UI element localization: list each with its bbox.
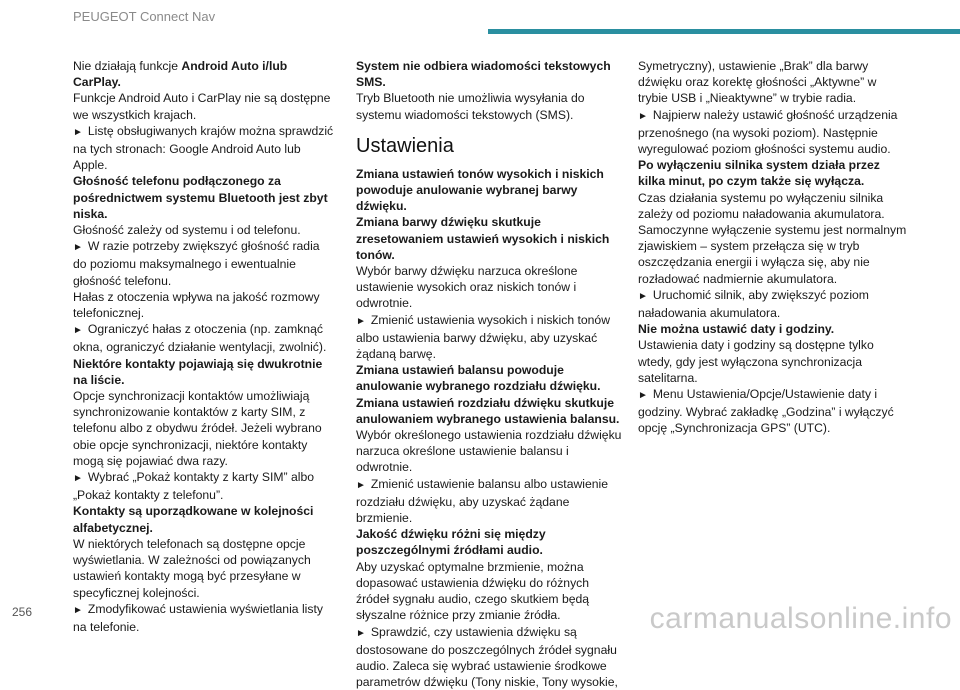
page-number: 256 — [12, 605, 32, 619]
problem-title: Zmiana ustawień rozdziału dźwięku skutkuje anulowaniem wybranego ustawienia balansu. — [356, 395, 624, 427]
triangle-bullet-icon: ► — [73, 473, 83, 484]
paragraph: Symetryczny), ustawienie „Brak” dla barwy dźwięku oraz korektę głośności „Aktywne” w trybie USB i „Nieaktywne” w trybie radia. — [638, 58, 908, 107]
problem-title: Zmiana ustawień balansu powoduje anulowanie wybranego rozdziału dźwięku. — [356, 362, 624, 394]
bullet-text: Sprawdzić, czy ustawienia dźwięku są dostosowane do poszczególnych źródeł sygnału audio. Zaleca się wybrać ustawienie środkowe parametrów dźwięku (Tony niskie, Tony wysokie, — [356, 625, 618, 690]
bullet-text: Wybrać „Pokaż kontakty z karty SIM” albo „Pokaż kontakty z telefonu”. — [73, 470, 314, 502]
paragraph-text: Nie działają funkcje — [73, 59, 181, 73]
problem-title: Nie można ustawić daty i godziny. — [638, 321, 908, 337]
triangle-bullet-icon: ► — [638, 390, 648, 401]
paragraph: Aby uzyskać optymalne brzmienie, można dopasować ustawienia dźwięku do różnych źródeł sygnału audio, czego skutkiem będą słyszalne różnice przy zmianie źródła. — [356, 559, 624, 624]
bullet-item — [73, 123, 335, 174]
triangle-bullet-icon: ► — [73, 242, 83, 253]
paragraph — [73, 58, 335, 90]
problem-title: Niektóre kontakty pojawiają się dwukrotnie na liście. — [73, 356, 335, 388]
triangle-bullet-icon: ► — [356, 480, 366, 491]
paragraph: Hałas z otoczenia wpływa na jakość rozmowy telefonicznej. — [73, 289, 335, 321]
bullet-item — [73, 601, 335, 635]
problem-title: Po wyłączeniu silnika system działa przez kilka minut, po czym także się wyłącza. — [638, 157, 908, 189]
triangle-bullet-icon: ► — [73, 325, 83, 336]
triangle-bullet-icon: ► — [356, 316, 366, 327]
paragraph: Wybór barwy dźwięku narzuca określone ustawienie wysokich oraz niskich tonów i odwrotnie. — [356, 263, 624, 312]
triangle-bullet-icon: ► — [356, 628, 366, 639]
header-accent-bar — [488, 29, 960, 34]
bullet-text: Zmienić ustawienia wysokich i niskich tonów albo ustawienia barwy dźwięku, aby uzyskać żądaną barwę. — [356, 313, 610, 361]
paragraph: Czas działania systemu po wyłączeniu silnika zależy od poziomu naładowania akumulatora. — [638, 190, 908, 222]
problem-title: System nie odbiera wiadomości tekstowych SMS. — [356, 58, 624, 90]
paragraph: Samoczynne wyłączenie systemu jest normalnym zjawiskiem – system przełącza się w tryb oszczędzania energii i wyłącza się, aby nie rozładować nadmiernie akumulatora. — [638, 222, 908, 287]
bullet-text: Menu Ustawienia/Opcje/Ustawienie daty i godziny. Wybrać zakładkę „Godzina” i wyłączyć opcję „Synchronizacja GPS” (UTC). — [638, 387, 894, 435]
bullet-text: Ograniczyć hałas z otoczenia (np. zamknąć okna, ograniczyć działanie wentylacji, zwolnić). — [73, 322, 326, 354]
paragraph-emphasis: Android Auto i/lub CarPlay. — [73, 59, 287, 89]
column-1 — [73, 58, 335, 635]
bullet-item — [356, 476, 624, 527]
bullet-item — [73, 321, 335, 355]
triangle-bullet-icon: ► — [638, 111, 648, 122]
bullet-text: Najpierw należy ustawić głośność urządzenia przenośnego (na wysoki poziom). Następnie wyregulować poziom głośności systemu audio. — [638, 108, 897, 156]
triangle-bullet-icon: ► — [73, 127, 83, 138]
column-2 — [356, 58, 624, 690]
bullet-text: Listę obsługiwanych krajów można sprawdzić na tych stronach: Google Android Auto lub Apple. — [73, 124, 333, 172]
bullet-text: Zmodyfikować ustawienia wyświetlania listy na telefonie. — [73, 602, 323, 634]
bullet-item — [73, 238, 335, 289]
paragraph: Opcje synchronizacji kontaktów umożliwiają synchronizowanie kontaktów z karty SIM, z telefonu albo z obydwu źródeł. Jeżeli wybrano obie opcje synchronizacji, niektóre kontakty mogą się pojawiać dwa razy. — [73, 388, 335, 469]
bullet-item — [638, 386, 908, 437]
paragraph: Wybór określonego ustawienia rozdziału dźwięku narzuca określone ustawienie balansu i odwrotnie. — [356, 427, 624, 476]
bullet-text: W razie potrzeby zwiększyć głośność radia do poziomu maksymalnego i ewentualnie głośność telefonu. — [73, 239, 320, 287]
triangle-bullet-icon: ► — [73, 605, 83, 616]
bullet-text: Zmienić ustawienie balansu albo ustawienie rozdziału dźwięku, aby uzyskać żądane brzmienie. — [356, 477, 608, 525]
paragraph: Tryb Bluetooth nie umożliwia wysyłania do systemu wiadomości tekstowych (SMS). — [356, 90, 624, 122]
paragraph: Głośność zależy od systemu i od telefonu. — [73, 222, 335, 238]
paragraph: Funkcje Android Auto i CarPlay nie są dostępne we wszystkich krajach. — [73, 90, 335, 122]
watermark-logo: carmanualsonline.info — [650, 602, 952, 636]
bullet-item — [638, 107, 908, 158]
bullet-item — [356, 624, 624, 690]
paragraph: Ustawienia daty i godziny są dostępne tylko wtedy, gdy jest wyłączona synchronizacja satelitarna. — [638, 337, 908, 386]
column-3 — [638, 58, 908, 437]
problem-title: Jakość dźwięku różni się między poszczególnymi źródłami audio. — [356, 526, 624, 558]
triangle-bullet-icon: ► — [638, 291, 648, 302]
bullet-item — [73, 469, 335, 503]
header-title: PEUGEOT Connect Nav — [73, 9, 215, 24]
section-heading: Ustawienia — [356, 134, 624, 158]
problem-title: Zmiana ustawień tonów wysokich i niskich powoduje anulowanie wybranej barwy dźwięku. — [356, 166, 624, 215]
problem-title: Kontakty są uporządkowane w kolejności alfabetycznej. — [73, 503, 335, 535]
paragraph: W niektórych telefonach są dostępne opcje wyświetlania. W zależności od powiązanych ustawień kontakty mogą być przesyłane w specyficznej kolejności. — [73, 536, 335, 601]
problem-title: Zmiana barwy dźwięku skutkuje zresetowaniem ustawień wysokich i niskich tonów. — [356, 214, 624, 263]
bullet-text: Uruchomić silnik, aby zwiększyć poziom naładowania akumulatora. — [638, 288, 869, 320]
bullet-item — [638, 287, 908, 321]
problem-title: Głośność telefonu podłączonego za pośrednictwem systemu Bluetooth jest zbyt niska. — [73, 173, 335, 222]
bullet-item — [356, 312, 624, 363]
